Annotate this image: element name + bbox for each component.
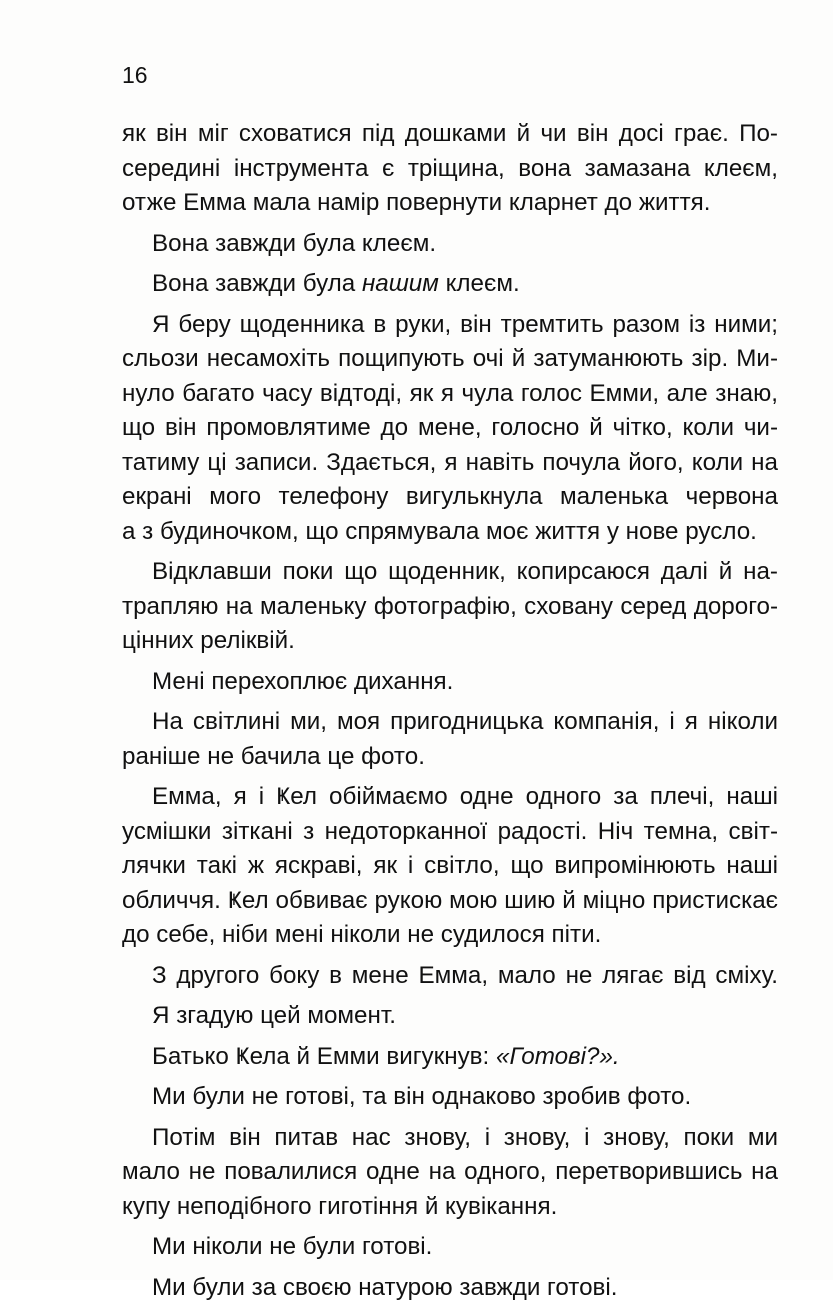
text-line: Вона завжди була клеєм. <box>122 227 778 262</box>
text-line: татиму ці записи. Здається, я навіть почула його, коли на <box>122 446 778 481</box>
text-line: купу неподібного гиготіння й кувікання. <box>122 1190 778 1225</box>
text-line <box>122 1040 778 1075</box>
text-line: сльози несамохіть пощипують очі й затуманюють зір. Ми- <box>122 342 778 377</box>
text-line: обличчя. Ҝел обвиває рукою мою шию й міцно пристискає <box>122 884 778 919</box>
text-line: Ми ніколи не були готові. <box>122 1230 778 1265</box>
page-number: 16 <box>122 60 148 90</box>
text-line: Потім він питав нас знову, і знову, і знову, поки ми <box>122 1121 778 1156</box>
emphasis-text: «Готові?». <box>496 1043 620 1070</box>
text-fragment: Батько Ҝела й Емми вигукнув: <box>152 1043 489 1070</box>
text-line: Емма, я і Ҝел обіймаємо одне одного за плечі, наші <box>122 780 778 815</box>
text-line: як він міг сховатися під дошками й чи він досі грає. По- <box>122 117 778 152</box>
text-line: екрані мого телефону вигулькнула маленька червона <box>122 480 778 515</box>
text-line: Я беру щоденника в руки, він тремтить разом із ними; <box>122 308 778 343</box>
text-line: Ми були не готові, та він однаково зробив фото. <box>122 1080 778 1115</box>
text-line: отже Емма мала намір повернути кларнет до життя. <box>122 186 778 221</box>
text-line: нуло багато часу відтоді, як я чула голос Емми, але знаю, <box>122 377 778 412</box>
text-line: трапляю на маленьку фотографію, сховану серед дорого- <box>122 590 778 625</box>
text-line: лячки такі ж яскраві, як і світло, що випромінюють наші <box>122 849 778 884</box>
text-line: Ми були за своєю натурою завжди готові. <box>122 1271 778 1305</box>
text-fragment: Вона завжди була <box>152 270 355 297</box>
text-line: середині інструмента є тріщина, вона замазана клеєм, <box>122 152 778 187</box>
text-fragment: клеєм. <box>446 270 520 297</box>
text-line <box>122 267 778 302</box>
text-line: Я згадую цей момент. <box>122 999 778 1034</box>
text-line: Відклавши поки що щоденник, копирсаюся далі й на- <box>122 555 778 590</box>
text-line: мало не повалилися одне на одного, перетворившись на <box>122 1155 778 1190</box>
text-line: З другого боку в мене Емма, мало не лягає від сміху. <box>122 959 778 994</box>
body-text <box>122 117 778 1305</box>
text-line: а з будиночком, що спрямувала моє життя у нове русло. <box>122 515 778 550</box>
text-line: раніше не бачила це фото. <box>122 740 778 775</box>
text-line: усмішки зіткані з недоторканної радості. Ніч темна, світ- <box>122 815 778 850</box>
text-line: цінних реліквій. <box>122 624 778 659</box>
emphasis-text: нашим <box>362 270 439 297</box>
text-line: до себе, ніби мені ніколи не судилося піти. <box>122 918 778 953</box>
text-line: Мені перехоплює дихання. <box>122 665 778 700</box>
text-line: що він промовлятиме до мене, голосно й чітко, коли чи- <box>122 411 778 446</box>
text-line: На світлині ми, моя пригодницька компанія, і я ніколи <box>122 705 778 740</box>
